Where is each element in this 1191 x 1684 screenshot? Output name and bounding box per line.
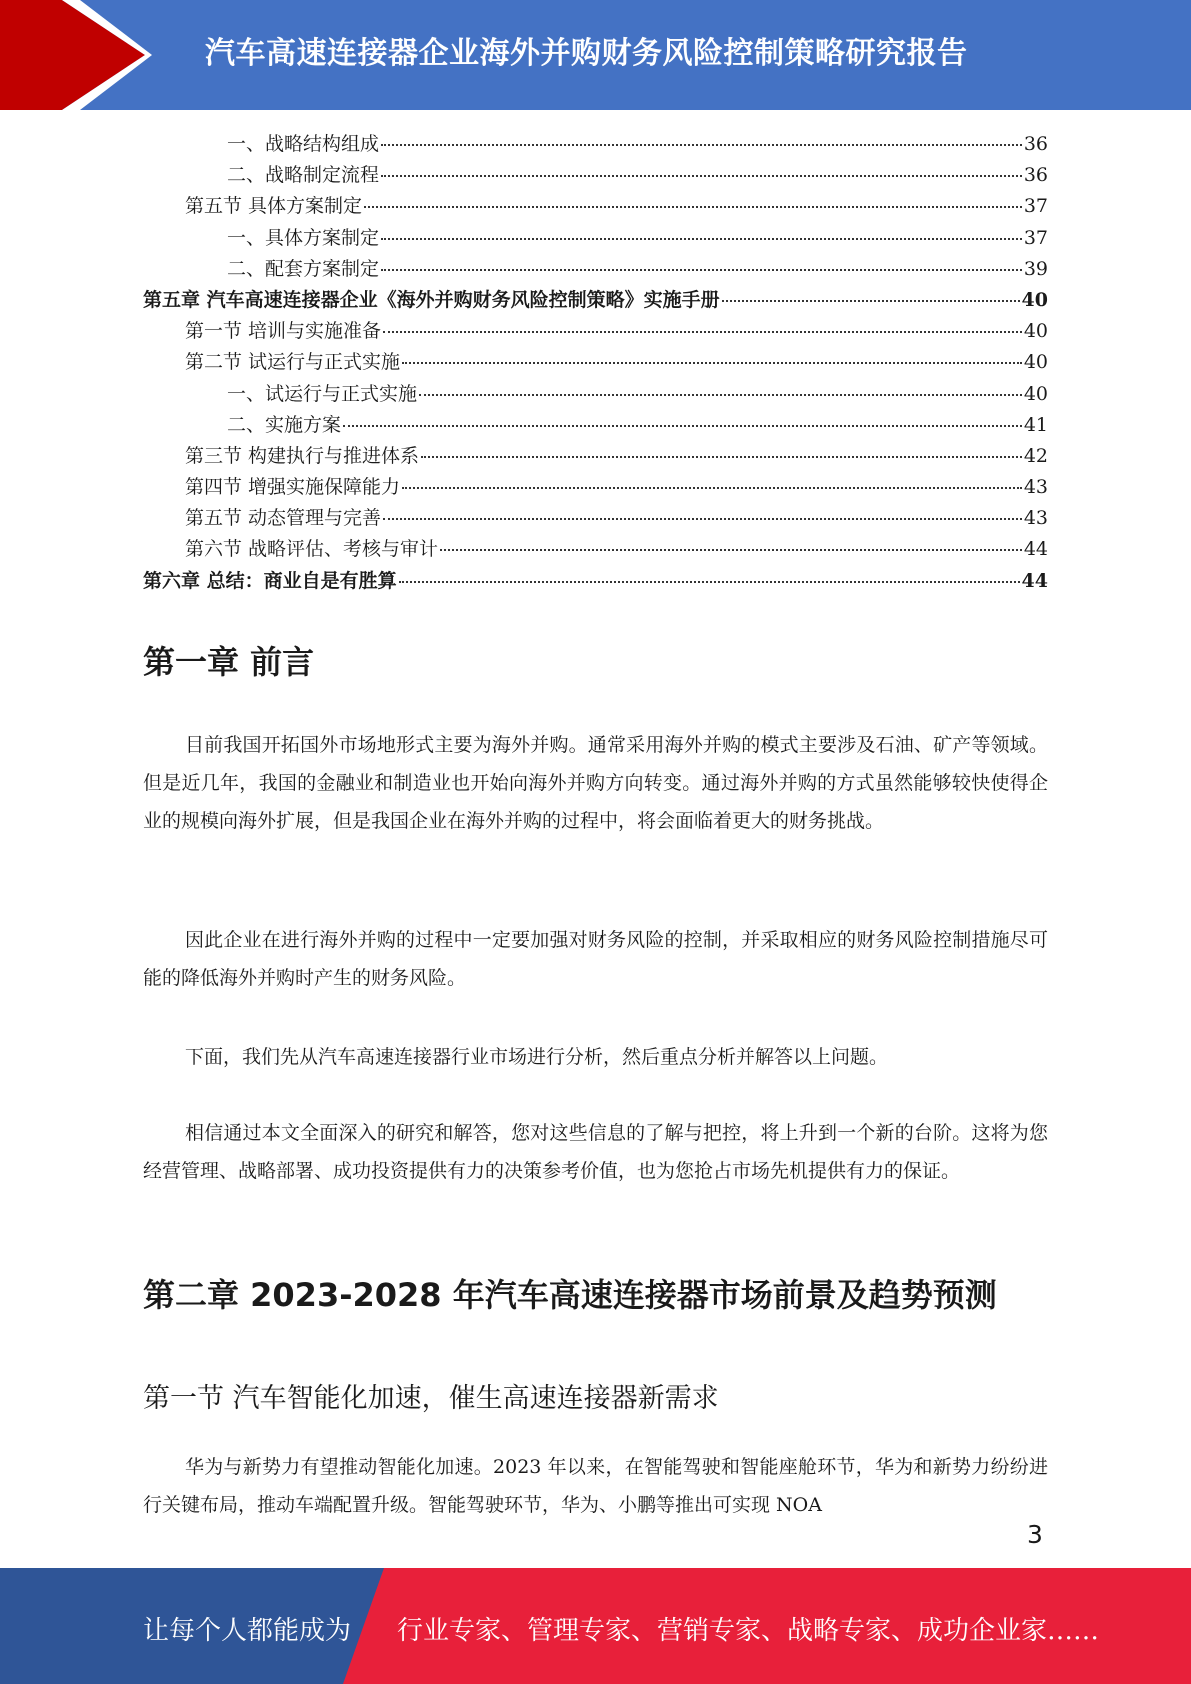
toc-dot-leader <box>402 487 1022 489</box>
toc-entry[interactable] <box>143 410 1048 441</box>
toc-entry-page: 43 <box>1023 507 1048 530</box>
toc-entry-label: 第四节 增强实施保障能力 <box>185 476 401 499</box>
toc-dot-leader <box>381 269 1022 271</box>
toc-entry-page: 39 <box>1023 257 1048 280</box>
toc-entry-label: 一、试运行与正式实施 <box>227 382 418 405</box>
toc-entry[interactable] <box>143 441 1048 472</box>
toc-dot-leader <box>381 144 1022 146</box>
toc-entry[interactable] <box>143 160 1048 191</box>
section-heading: 第一节 汽车智能化加速，催生高速连接器新需求 <box>143 1383 719 1414</box>
toc-dot-leader <box>381 238 1022 240</box>
toc-entry[interactable] <box>143 191 1048 222</box>
toc-entry-page: 40 <box>1023 320 1048 343</box>
toc-entry[interactable] <box>143 503 1048 534</box>
page-footer-banner <box>0 1568 1191 1684</box>
toc-entry-page: 44 <box>1023 538 1048 561</box>
page-number: 3 <box>1027 1520 1043 1549</box>
toc-entry[interactable] <box>143 129 1048 160</box>
toc-entry-page: 42 <box>1023 444 1048 467</box>
body-paragraph: 相信通过本文全面深入的研究和解答，您对这些信息的了解与把控，将上升到一个新的台阶。这将为您经营管理、战略部署、成功投资提供有力的决策参考价值，也为您抢占市场先机提供有力的保证。 <box>143 1122 1048 1182</box>
toc-entry-label: 一、具体方案制定 <box>227 226 380 249</box>
toc-entry[interactable] <box>143 254 1048 285</box>
toc-dot-leader <box>722 300 1020 302</box>
toc-entry[interactable] <box>143 472 1048 503</box>
toc-entry-label: 第三节 构建执行与推进体系 <box>185 444 420 467</box>
toc-dot-leader <box>402 362 1022 364</box>
toc-entry[interactable] <box>143 379 1048 410</box>
toc-entry-label: 二、实施方案 <box>227 413 342 436</box>
toc-entry-label: 第五节 具体方案制定 <box>185 195 363 218</box>
toc-entry-page: 44 <box>1021 569 1048 592</box>
toc-entry-page: 37 <box>1023 226 1048 249</box>
toc-entry-label: 第六章 总结：商业自是有胜算 <box>143 569 397 592</box>
page-header-banner <box>0 0 1191 110</box>
toc-dot-leader <box>399 581 1020 583</box>
toc-dot-leader <box>383 518 1022 520</box>
toc-entry-label: 二、战略制定流程 <box>227 164 380 187</box>
toc-dot-leader <box>381 175 1022 177</box>
body-paragraph: 华为与新势力有望推动智能化加速。2023 年以来，在智能驾驶和智能座舱环节，华为和新势力纷纷进行关键布局，推动车端配置升级。智能驾驶环节，华为、小鹏等推出可实现 NOA <box>143 1456 1048 1516</box>
toc-dot-leader <box>364 206 1022 208</box>
toc-entry[interactable] <box>143 316 1048 347</box>
footer-slogan-right: 行业专家、管理专家、营销专家、战略专家、成功企业家…… <box>397 1616 1100 1646</box>
toc-entry-page: 36 <box>1023 133 1048 155</box>
toc-dot-leader <box>383 331 1022 333</box>
toc-entry-label: 二、配套方案制定 <box>227 257 380 280</box>
toc-entry-page: 40 <box>1023 351 1048 374</box>
toc-entry-page: 36 <box>1023 164 1048 187</box>
chapter-heading: 第二章 2023-2028 年汽车高速连接器市场前景及趋势预测 <box>143 1276 997 1314</box>
toc-entry-label: 第五章 汽车高速连接器企业《海外并购财务风险控制策略》实施手册 <box>143 288 720 311</box>
body-paragraph: 目前我国开拓国外市场地形式主要为海外并购。通常采用海外并购的模式主要涉及石油、矿产等领域。但是近几年，我国的金融业和制造业也开始向海外并购方向转变。通过海外并购的方式虽然能够较快使得企业的规模向海外扩展，但是我国企业在海外并购的过程中，将会面临着更大的财务挑战。 <box>143 734 1048 832</box>
toc-entry-page: 37 <box>1023 195 1048 218</box>
toc-entry-label: 一、战略结构组成 <box>227 133 380 155</box>
table-of-contents <box>143 129 1048 597</box>
toc-entry[interactable] <box>143 347 1048 378</box>
footer-slogan-left: 让每个人都能成为 <box>143 1616 352 1646</box>
report-title: 汽车高速连接器企业海外并购财务风险控制策略研究报告 <box>205 36 968 71</box>
body-paragraph: 因此企业在进行海外并购的过程中一定要加强对财务风险的控制，并采取相应的财务风险控制措施尽可能的降低海外并购时产生的财务风险。 <box>143 929 1048 989</box>
toc-entry-label: 第一节 培训与实施准备 <box>185 320 382 343</box>
toc-dot-leader <box>440 549 1022 551</box>
toc-dot-leader <box>419 394 1022 396</box>
body-paragraph: 下面，我们先从汽车高速连接器行业市场进行分析，然后重点分析并解答以上问题。 <box>185 1046 889 1068</box>
toc-entry-label: 第二节 试运行与正式实施 <box>185 351 401 374</box>
toc-dot-leader <box>421 456 1022 458</box>
toc-entry-label: 第六节 战略评估、考核与审计 <box>185 538 439 561</box>
toc-entry[interactable] <box>143 223 1048 254</box>
toc-entry[interactable] <box>143 285 1048 316</box>
toc-entry-page: 43 <box>1023 476 1048 499</box>
chapter-heading: 第一章 前言 <box>143 643 315 681</box>
toc-entry[interactable] <box>143 566 1048 597</box>
toc-entry[interactable] <box>143 534 1048 565</box>
toc-entry-label: 第五节 动态管理与完善 <box>185 507 382 530</box>
toc-entry-page: 41 <box>1023 413 1048 436</box>
toc-entry-page: 40 <box>1021 288 1048 311</box>
toc-dot-leader <box>343 425 1022 427</box>
toc-entry-page: 40 <box>1023 382 1048 405</box>
